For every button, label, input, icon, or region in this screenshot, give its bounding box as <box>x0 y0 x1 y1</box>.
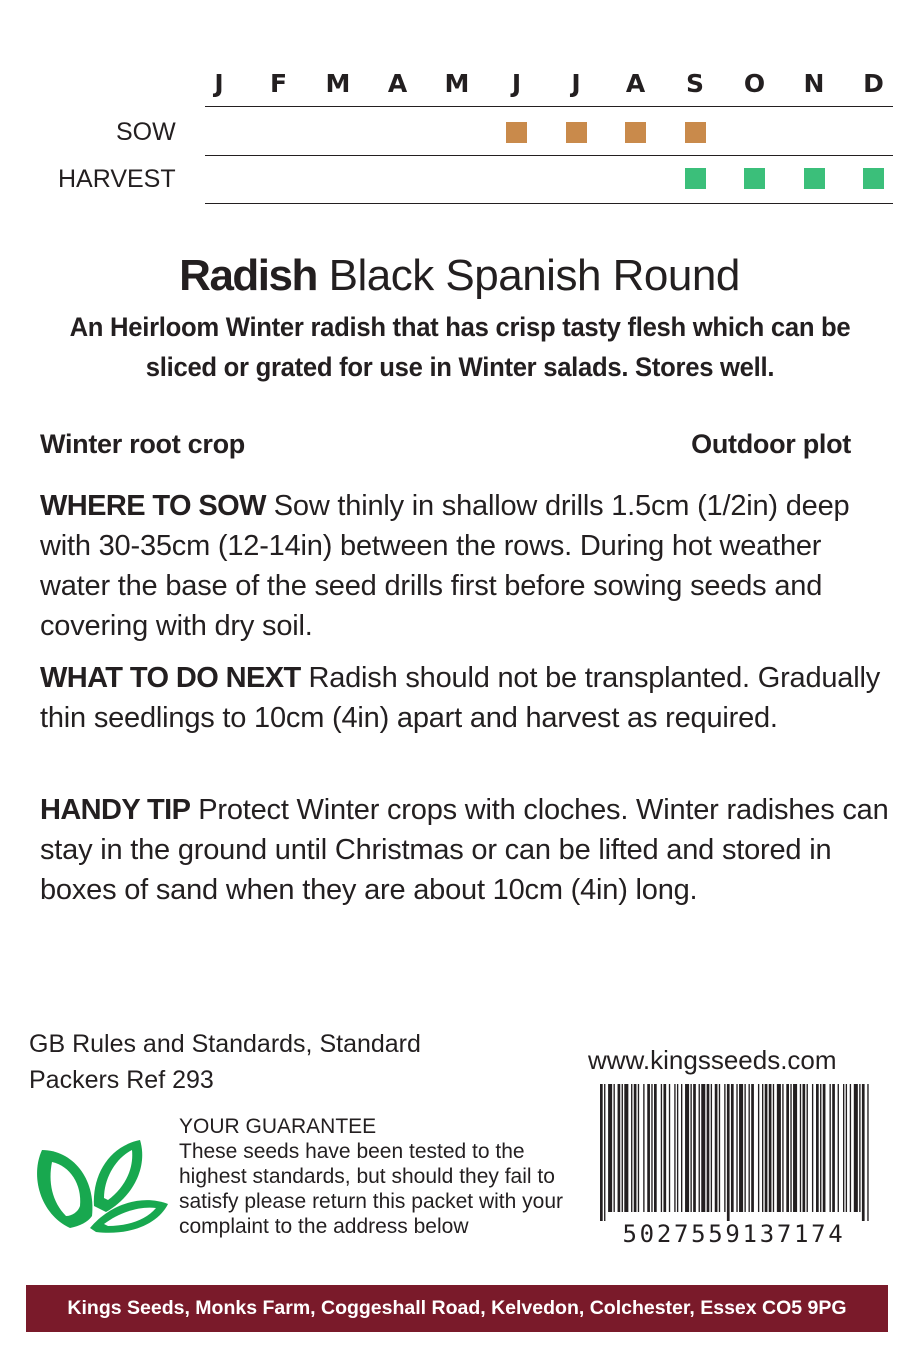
what-to-do-next-heading: WHAT TO DO NEXT <box>40 662 301 694</box>
product-description: An Heirloom Winter radish that has crisp tasty flesh which can be sliced or grated for use in Winter salads. Stores well. <box>69 312 851 382</box>
sow-month-marker <box>566 122 587 143</box>
month-label: M <box>325 69 351 98</box>
harvest-month-marker <box>744 168 765 189</box>
what-to-do-next-paragraph <box>40 658 890 738</box>
crop-type-label: Winter root crop <box>40 429 245 459</box>
guarantee-title: YOUR GUARANTEE <box>179 1115 377 1138</box>
sow-month-marker <box>506 122 527 143</box>
month-label: J <box>571 69 581 98</box>
barcode <box>598 1084 870 1221</box>
month-label: O <box>743 69 766 98</box>
guarantee-text: These seeds have been tested to the highest standards, but should they fail to satisfy please return this packet with your complaint to the address below <box>179 1140 564 1238</box>
harvest-month-marker <box>804 168 825 189</box>
sow-month-marker <box>685 122 706 143</box>
month-label: J <box>511 69 522 98</box>
where-to-sow-paragraph <box>40 486 890 646</box>
barcode-number: 5027559137174 <box>622 1220 846 1248</box>
calendar-rule-bottom <box>205 203 893 204</box>
website-link[interactable]: www.kingsseeds.com <box>588 1045 837 1075</box>
sow-row-label: SOW <box>116 118 176 146</box>
month-label: D <box>863 69 884 98</box>
calendar-rule-middle <box>205 155 893 156</box>
harvest-month-marker <box>863 168 884 189</box>
leaf-logo-icon <box>30 1136 170 1236</box>
footer-address-bar: Kings Seeds, Monks Farm, Coggeshall Road, Kelvedon, Colchester, Essex CO5 9PG <box>26 1285 888 1332</box>
what-to-do-next-text: Radish should not be transplanted. Gradually thin seedlings to 10cm (4in) apart and harvest as required. <box>40 662 881 734</box>
guarantee-block <box>179 1114 579 1239</box>
handy-tip-paragraph <box>40 790 890 910</box>
where-to-sow-heading: WHERE TO SOW <box>40 490 266 522</box>
month-label: J <box>214 69 224 98</box>
product-title <box>0 250 919 302</box>
month-label: M <box>444 69 470 98</box>
month-label: A <box>625 69 646 98</box>
where-to-sow-text: Sow thinly in shallow drills 1.5cm (1/2in) deep with 30-35cm (12-14in) between the rows. During hot weather water the base of the seed drills first before sowing seeds and covering with dry soil. <box>40 490 850 642</box>
month-label: F <box>269 69 288 98</box>
calendar-rule-top <box>205 106 893 107</box>
harvest-row-label: HARVEST <box>58 165 176 193</box>
standards-line-2: Packers Ref 293 <box>29 1066 214 1094</box>
standards-line-1: GB Rules and Standards, Standard <box>29 1030 421 1058</box>
month-label: S <box>685 69 704 98</box>
handy-tip-text: Protect Winter crops with cloches. Winter radishes can stay in the ground until Christmas or can be lifted and stored in boxes of sand when they are about 10cm (4in) long. <box>40 794 889 906</box>
product-name-rest: Black Spanish Round <box>316 251 740 300</box>
product-name-bold: Radish <box>179 251 317 300</box>
handy-tip-heading: HANDY TIP <box>40 794 191 826</box>
month-label: N <box>803 69 825 98</box>
sow-month-marker <box>625 122 646 143</box>
harvest-month-marker <box>685 168 706 189</box>
month-label: A <box>387 69 408 98</box>
location-label: Outdoor plot <box>691 429 851 459</box>
